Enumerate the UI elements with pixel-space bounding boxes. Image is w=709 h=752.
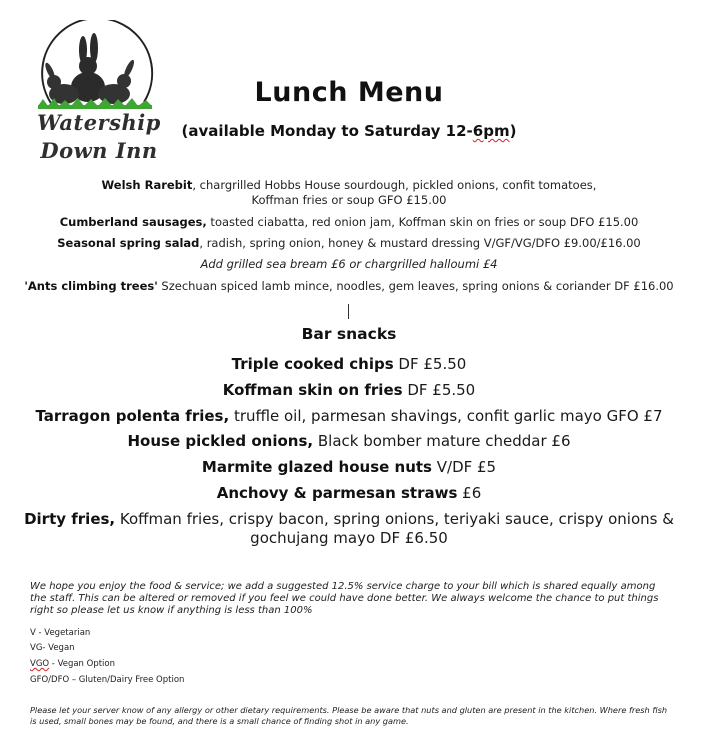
item-desc: Szechuan spiced lamb mince, noodles, gem leaves, spring onions & coriander DF £16.00 <box>157 279 674 293</box>
logo-text-line2: Down Inn <box>40 138 158 163</box>
availability-subtitle <box>0 122 698 140</box>
snack-item <box>0 458 698 477</box>
item-name: Marmite glazed house nuts <box>201 458 432 476</box>
item-name: Cumberland sausages, <box>59 215 207 229</box>
legend-code: VGO <box>30 659 50 669</box>
legend-vegan-option <box>30 659 115 669</box>
item-name: Dirty fries, <box>24 510 116 528</box>
subtitle-text: (available Monday to Saturday 12- <box>181 122 473 140</box>
item-desc-line2: Koffman fries or soup GFO £15.00 <box>251 193 447 207</box>
item-name: Welsh Rarebit <box>101 178 193 192</box>
bar-snacks-heading: Bar snacks <box>301 325 397 343</box>
item-desc: DF £5.50 <box>402 381 476 399</box>
menu-item-ants-climbing-trees <box>0 279 698 294</box>
item-name: Tarragon polenta fries, <box>35 407 230 425</box>
menu-item-cumberland-sausages <box>0 215 698 230</box>
subtitle-close: ) <box>509 122 517 140</box>
item-desc: £6 <box>457 484 482 502</box>
item-name: Anchovy & parmesan straws <box>216 484 458 502</box>
item-desc: Black bomber mature cheddar £6 <box>313 432 571 450</box>
menu-addon-note: Add grilled sea bream £6 or chargrilled halloumi £4 <box>200 257 498 271</box>
snack-item <box>0 484 698 503</box>
item-desc: Koffman fries, crispy bacon, spring onions, teriyaki sauce, crispy onions & <box>115 510 674 528</box>
snack-item <box>0 407 698 426</box>
snack-item <box>0 432 698 451</box>
legend-gluten-dairy-free: GFO/DFO – Gluten/Dairy Free Option <box>30 675 185 685</box>
item-name: House pickled onions, <box>127 432 314 450</box>
legend-vegan: VG- Vegan <box>30 643 75 653</box>
snack-item <box>0 381 698 400</box>
legend-vegetarian: V - Vegetarian <box>30 628 91 638</box>
item-desc: V/DF £5 <box>431 458 497 476</box>
item-desc: DF £5.50 <box>393 355 467 373</box>
logo-text-line1: Watership <box>37 110 161 135</box>
item-name: Seasonal spring salad <box>57 236 200 250</box>
item-name: 'Ants climbing trees' <box>24 279 158 293</box>
item-name: Triple cooked chips <box>231 355 394 373</box>
item-desc: toasted ciabatta, red onion jam, Koffman skin on fries or soup DFO £15.00 <box>206 215 639 229</box>
snack-item <box>0 355 698 374</box>
legend-text: - Vegan Option <box>49 659 116 669</box>
item-desc: , chargrilled Hobbs House sourdough, pickled onions, confit tomatoes, <box>192 178 597 192</box>
service-charge-note: We hope you enjoy the food & service; we add a suggested 12.5% service charge to your bill which is shared equally among the staff. This can be altered or removed if you feel we could have done better. We always welcome the chance to put things right so please let us know if anything is less than 100% <box>30 581 659 616</box>
item-desc-line2: gochujang mayo DF £6.50 <box>250 529 448 547</box>
snack-item <box>0 510 698 548</box>
item-name: Koffman skin on fries <box>222 381 403 399</box>
item-desc: truffle oil, parmesan shavings, confit garlic mayo GFO £7 <box>229 407 663 425</box>
item-desc: , radish, spring onion, honey & mustard dressing V/GF/VG/DFO £9.00/£16.00 <box>199 236 641 250</box>
subtitle-time: 6pm <box>472 122 510 140</box>
menu-item-welsh-rarebit <box>0 178 698 208</box>
menu-item-spring-salad <box>0 236 698 251</box>
page-title: Lunch Menu <box>254 77 444 108</box>
allergy-note: Please let your server know of any allergy or other dietary requirements. Please be aware that nuts and gluten are present in the kitchen. Where fresh fish is used, small bones may be found, and there is a small chance of finding shot in any game. <box>30 705 668 726</box>
text-cursor <box>348 304 349 319</box>
